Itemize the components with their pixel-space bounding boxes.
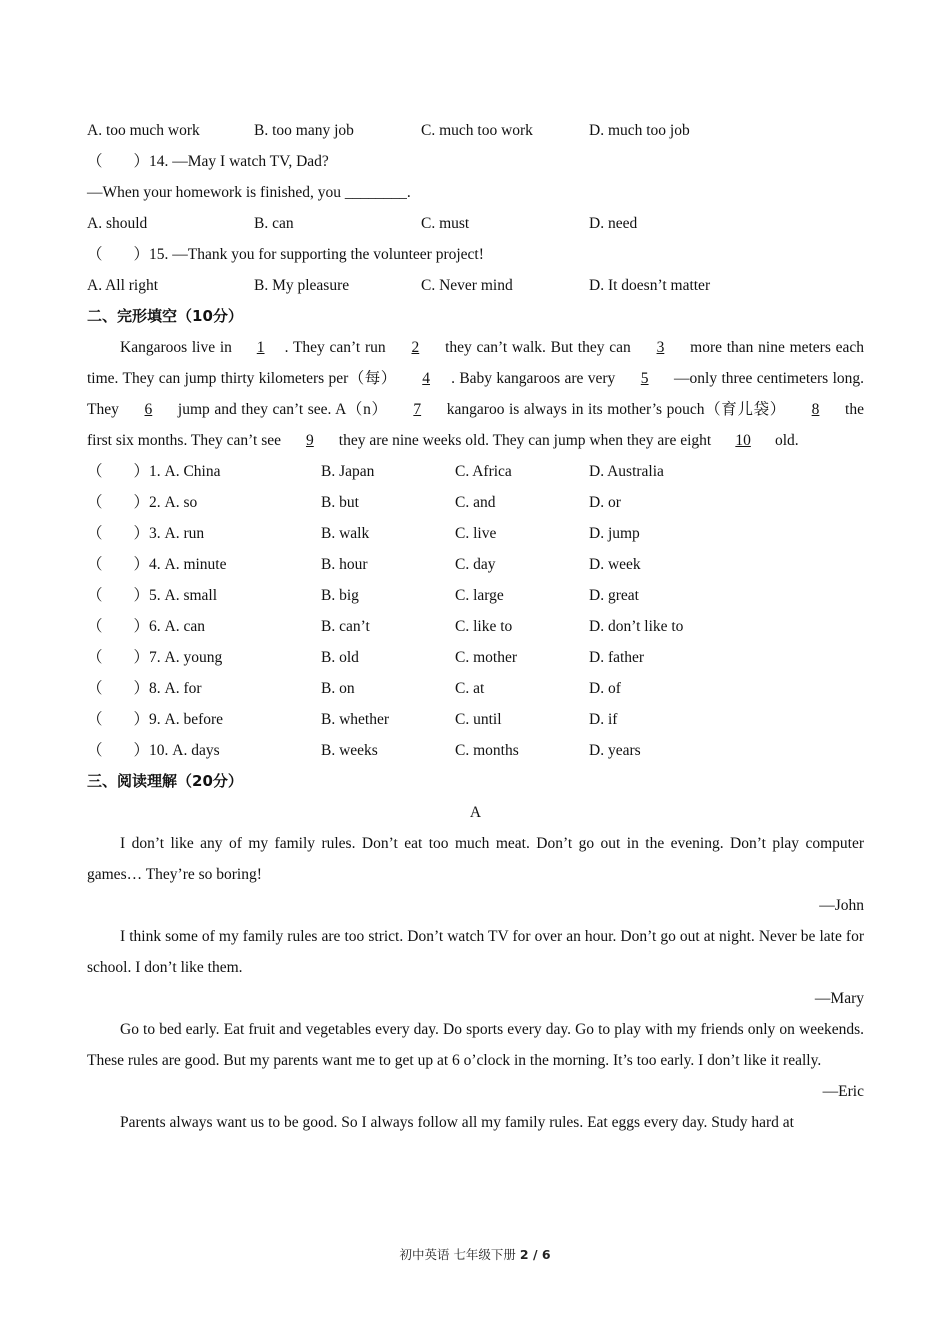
cloze-option-c: C. mother — [455, 649, 517, 666]
cloze-option-b: B. walk — [321, 525, 370, 542]
cloze-option-b: B. on — [321, 680, 355, 697]
cloze-option-c: C. until — [455, 711, 502, 728]
cloze-text: they can’t walk. But they can — [440, 339, 636, 356]
cloze-blank-9: 9 — [306, 432, 314, 449]
cloze-option-c: C. like to — [455, 618, 513, 635]
q15-option-b: B. My pleasure — [254, 277, 350, 294]
cloze-option-b: B. old — [321, 649, 359, 666]
q14-options — [87, 208, 864, 239]
cloze-text: Kangaroos live in — [120, 339, 237, 356]
passage-label: A — [469, 804, 482, 821]
cloze-question-5 — [87, 580, 864, 611]
cloze-option-b: B. but — [321, 494, 359, 511]
cloze-option-c: C. live — [455, 525, 497, 542]
cloze-question-9 — [87, 704, 864, 735]
cloze-question-3 — [87, 518, 864, 549]
cloze-option-a: （ ）3. A. run — [87, 525, 205, 542]
cloze-question-8 — [87, 673, 864, 704]
cloze-blank-10: 10 — [735, 432, 751, 449]
reading-paragraph-mary: I think some of my family rules are too strict. Don’t watch TV for over an hour. Don’t go out at night. Never be late for school. I don’t like them. — [87, 928, 864, 976]
cloze-text: they are nine weeks old. They can jump when they are eight — [334, 432, 716, 449]
q13-options — [87, 115, 864, 146]
signature-john: —John — [819, 897, 864, 914]
q15-option-a: A. All right — [87, 277, 159, 294]
cloze-question-2 — [87, 487, 864, 518]
cloze-option-d: D. jump — [589, 525, 640, 542]
signature-mary: —Mary — [814, 990, 864, 1007]
cloze-option-a: （ ）5. A. small — [87, 587, 218, 604]
cloze-option-d: D. of — [589, 680, 621, 697]
q15-options — [87, 270, 864, 301]
cloze-option-d: D. or — [589, 494, 621, 511]
cloze-text: . Baby kangaroos are very — [451, 370, 620, 387]
cloze-question-10 — [87, 735, 864, 766]
cloze-option-d: D. Australia — [589, 463, 664, 480]
cloze-text: more than nine meters each time. They can jump thirty kilometers per（每） — [87, 339, 864, 387]
cloze-text: the first six months. They can’t see — [87, 401, 864, 449]
cloze-option-a: （ ）4. A. minute — [87, 556, 227, 573]
q14-option-b: B. can — [254, 215, 294, 232]
cloze-option-c: C. months — [455, 742, 519, 759]
cloze-passage — [87, 332, 864, 456]
cloze-option-d: D. great — [589, 587, 639, 604]
section2-title: 二、完形填空（10分） — [87, 307, 243, 325]
cloze-text: —only three centimeters long. They — [87, 370, 865, 418]
cloze-question-7 — [87, 642, 864, 673]
cloze-option-a: （ ）7. A. young — [87, 649, 223, 666]
cloze-blank-7: 7 — [413, 401, 422, 418]
reading-paragraph-john: I don’t like any of my family rules. Don’t eat too much meat. Don’t go out in the evening. Don’t play computer games… They’re so boring! — [87, 835, 864, 883]
cloze-question-6 — [87, 611, 864, 642]
cloze-blank-2: 2 — [411, 339, 420, 356]
q13-option-a: A. too much work — [87, 122, 200, 139]
q15-option-c: C. Never mind — [421, 277, 513, 294]
cloze-blank-4: 4 — [422, 370, 430, 387]
cloze-option-a: （ ）9. A. before — [87, 711, 224, 728]
cloze-question-1 — [87, 456, 864, 487]
cloze-blank-3: 3 — [656, 339, 665, 356]
cloze-option-c: C. Africa — [455, 463, 512, 480]
cloze-option-b: B. hour — [321, 556, 368, 573]
cloze-option-d: D. father — [589, 649, 645, 666]
cloze-blank-5: 5 — [640, 370, 649, 387]
cloze-blank-8: 8 — [811, 401, 820, 418]
cloze-option-c: C. large — [455, 587, 504, 604]
q14-stem: （ ）14. —May I watch TV, Dad? — [87, 153, 329, 170]
cloze-option-a: （ ）2. A. so — [87, 494, 198, 511]
cloze-option-c: C. at — [455, 680, 485, 697]
q13-option-d: D. much too job — [589, 122, 690, 139]
cloze-option-b: B. weeks — [321, 742, 378, 759]
page-footer — [0, 1245, 950, 1263]
cloze-text: jump and they can’t see. A（n） — [173, 401, 393, 418]
cloze-option-b: B. whether — [321, 711, 390, 728]
cloze-blank-1: 1 — [256, 339, 265, 356]
q15-stem: （ ）15. —Thank you for supporting the volunteer project! — [87, 246, 484, 263]
q13-option-b: B. too many job — [254, 122, 354, 139]
cloze-option-a: （ ）6. A. can — [87, 618, 205, 635]
footer-text: 初中英语 七年级下册 — [399, 1247, 520, 1262]
cloze-option-a: （ ）1. A. China — [87, 463, 221, 480]
cloze-text: kangaroo is always in its mother’s pouch（育儿袋） — [442, 401, 791, 418]
cloze-option-a: （ ）8. A. for — [87, 680, 202, 697]
q14-option-a: A. should — [87, 215, 148, 232]
cloze-option-c: C. and — [455, 494, 496, 511]
cloze-option-b: B. can’t — [321, 618, 370, 635]
cloze-option-d: D. don’t like to — [589, 618, 684, 635]
document-page — [87, 115, 864, 1138]
q14-option-d: D. need — [589, 215, 638, 232]
cloze-option-d: D. if — [589, 711, 618, 728]
cloze-question-4 — [87, 549, 864, 580]
cloze-option-a: （ ）10. A. days — [87, 742, 220, 759]
cloze-option-d: D. years — [589, 742, 641, 759]
cloze-option-b: B. Japan — [321, 463, 375, 480]
cloze-text: old. — [771, 432, 799, 449]
q15-option-d: D. It doesn’t matter — [589, 277, 711, 294]
cloze-option-b: B. big — [321, 587, 359, 604]
page-number: 2 / 6 — [519, 1247, 551, 1262]
cloze-text: . They can’t run — [284, 339, 391, 356]
signature-eric: —Eric — [822, 1083, 864, 1100]
section3-title: 三、阅读理解（20分） — [87, 772, 243, 790]
reading-paragraph-eric: Go to bed early. Eat fruit and vegetables every day. Do sports every day. Go to play with my friends only on weekends. These rules are good. But my parents want me to get up at 6 o’clock in the morning. It’s too early. I don’t like it really. — [87, 1021, 864, 1069]
q14-option-c: C. must — [421, 215, 470, 232]
cloze-blank-6: 6 — [144, 401, 153, 418]
reading-paragraph-4: Parents always want us to be good. So I always follow all my family rules. Eat eggs every day. Study hard at — [120, 1114, 794, 1131]
q13-option-c: C. much too work — [421, 122, 533, 139]
cloze-option-d: D. week — [589, 556, 641, 573]
q14-line2: —When your homework is finished, you ________. — [87, 184, 411, 201]
cloze-option-c: C. day — [455, 556, 496, 573]
